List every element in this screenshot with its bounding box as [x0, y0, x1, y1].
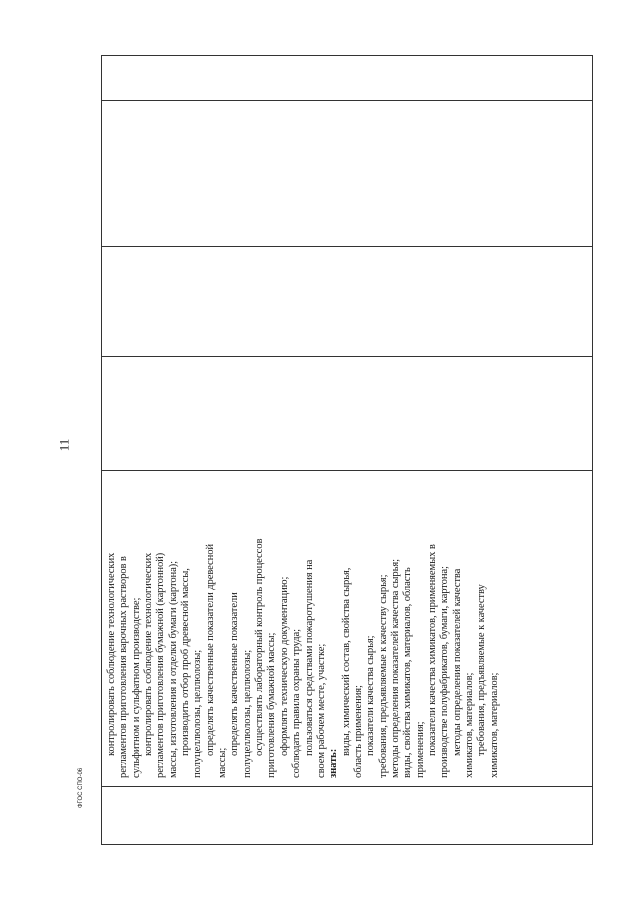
content-line: массы; — [217, 747, 229, 778]
content-line: требования, предъявляемые к качеству — [476, 584, 488, 756]
content-line: виды, свойства химикатов, материалов, область — [402, 567, 414, 778]
content-line: осуществлять лабораторный контроль процессов — [254, 538, 266, 756]
content-line: методы определения показателей качества сырья; — [389, 559, 401, 778]
content-line: показатели качества химикатов, применяемых в — [426, 544, 438, 756]
content-line: контролировать соблюдение технологических — [106, 552, 117, 756]
table-cell-code — [102, 786, 592, 844]
content-line: область применения; — [352, 685, 364, 778]
content-line: производить отбор проб древесной массы, — [180, 568, 192, 756]
table-cell-discipline — [102, 100, 592, 246]
content-line: массы, изготовления и отделки бумаги (картона); — [167, 561, 179, 778]
content-line: производстве полуфабрикатов, бумаги, картона; — [439, 566, 451, 778]
content-line: знать: — [328, 748, 340, 778]
content-line: применения; — [414, 721, 426, 778]
skills-knowledge-text — [106, 477, 501, 778]
content-line: пользоваться средствами пожаротушения на — [303, 559, 315, 756]
content-line: виды, химический состав, свойства сырья, — [340, 567, 352, 756]
page-number: 11 — [56, 438, 72, 452]
content-line: требования, предъявляемые к качеству сырья; — [377, 574, 389, 778]
content-line: определять качественные показатели — [229, 592, 241, 756]
content-line: полуцеллюлозы, целлюлозы; — [192, 649, 204, 778]
competency-table — [101, 55, 593, 845]
content-line: методы определения показателей качества — [451, 568, 463, 756]
table-cell-hours-2 — [102, 246, 592, 356]
content-line: контролировать соблюдение технологических — [143, 552, 155, 756]
content-line: соблюдать правила охраны труда; — [291, 629, 303, 778]
table-cell-competencies — [102, 54, 592, 100]
content-line: химикатов, материалов; — [463, 672, 475, 778]
content-line: приготовления бумажной массы; — [266, 632, 278, 778]
footer-code: ФГОС СПО-06 — [78, 767, 84, 808]
content-line: регламентов приготовления бумажной (картонной) — [155, 552, 167, 778]
content-line: полуцеллюлозы, целлюлозы; — [241, 649, 253, 778]
table-cell-content — [102, 470, 592, 786]
table-cell-hours-1 — [102, 356, 592, 470]
content-line: регламентов приготовления варочных растворов в — [118, 556, 130, 778]
content-line: своем рабочем месте, участке; — [315, 643, 327, 778]
landscape-page — [101, 55, 593, 845]
content-line: химикатов, материалов; — [488, 672, 500, 778]
content-line: определять качественные показатели древесной — [204, 544, 216, 756]
content-line: сульфитном и сульфатном производстве; — [130, 597, 142, 778]
content-line: показатели качества сырья; — [365, 635, 377, 756]
content-line: оформлять техническую документацию; — [278, 576, 290, 756]
